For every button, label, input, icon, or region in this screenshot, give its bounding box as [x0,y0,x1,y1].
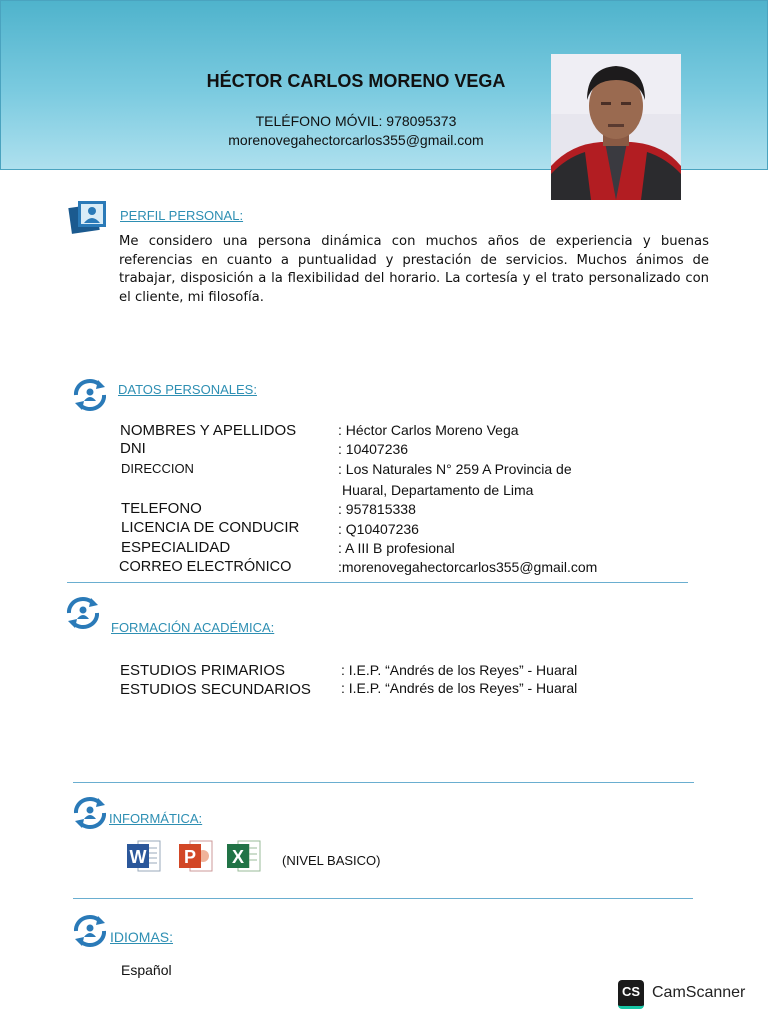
datos-label: DIRECCION [121,461,194,476]
idiomas-title: IDIOMAS: [110,929,174,945]
header-email: morenovegahectorcarlos355@gmail.com [228,132,484,148]
datos-label: ESPECIALIDAD [121,539,231,556]
informatica-level: (NIVEL BASICO) [282,853,381,868]
section-divider [73,898,693,899]
svg-text:P: P [183,847,197,867]
datos-value: : Los Naturales N° 259 A Provincia de [338,461,572,477]
datos-value: Huaral, Departamento de Lima [342,482,534,498]
section-divider [73,782,694,783]
datos-value: : Q10407236 [338,521,419,537]
perfil-text: Me considero una persona dinámica con muchos años de experiencia y buenas referencias en cuanto a puntualidad y prestación de servicios. Muchos ánimos de trabajar, disposición a la flexibilidad del horario. La cortesía y el trato personalizado con el cliente, mi filosofía. [119,234,709,305]
datos-value: :morenovegahectorcarlos355@gmail.com [338,559,598,575]
idiomas-value: Español [121,962,172,978]
datos-value: : 10407236 [338,441,409,457]
word-icon [126,838,162,874]
svg-text:W: W [129,847,147,867]
informatica-title: INFORMÁTICA: [109,811,203,826]
refresh-user-icon [64,596,102,630]
datos-label: NOMBRES Y APELLIDOS [120,422,297,439]
candidate-name: HÉCTOR CARLOS MORENO VEGA [206,71,506,91]
camscanner-logo-icon [618,980,644,1009]
perfil-title: PERFIL PERSONAL: [120,208,244,223]
formacion-label: ESTUDIOS PRIMARIOS [120,662,286,679]
profile-card-icon [68,198,108,236]
datos-label: DNI [120,440,146,457]
datos-value: : 957815338 [338,501,416,517]
datos-title: DATOS PERSONALES: [118,382,257,397]
datos-label: TELEFONO [121,500,202,517]
profile-photo [551,54,681,200]
formacion-label: ESTUDIOS SECUNDARIOS [120,681,311,698]
camscanner-label: CamScanner [652,984,746,1001]
svg-text:X: X [231,847,245,867]
refresh-user-icon [71,378,109,412]
section-divider [67,582,688,583]
formacion-value: : I.E.P. “Andrés de los Reyes” - Huaral [341,662,578,678]
excel-icon [226,838,262,874]
header-phone: TELÉFONO MÓVIL: 978095373 [255,113,457,129]
formacion-title: FORMACIÓN ACADÉMICA: [111,620,275,635]
powerpoint-icon [178,838,214,874]
datos-label: LICENCIA DE CONDUCIR [121,519,300,536]
datos-value: : A III B profesional [338,540,455,556]
camscanner-badge: CS [621,984,641,999]
formacion-value: : I.E.P. “Andrés de los Reyes” - Huaral [341,680,578,696]
datos-value: : Héctor Carlos Moreno Vega [338,422,519,438]
refresh-user-icon [71,914,109,948]
refresh-user-icon [71,796,109,830]
datos-label: CORREO ELECTRÓNICO [119,559,292,575]
